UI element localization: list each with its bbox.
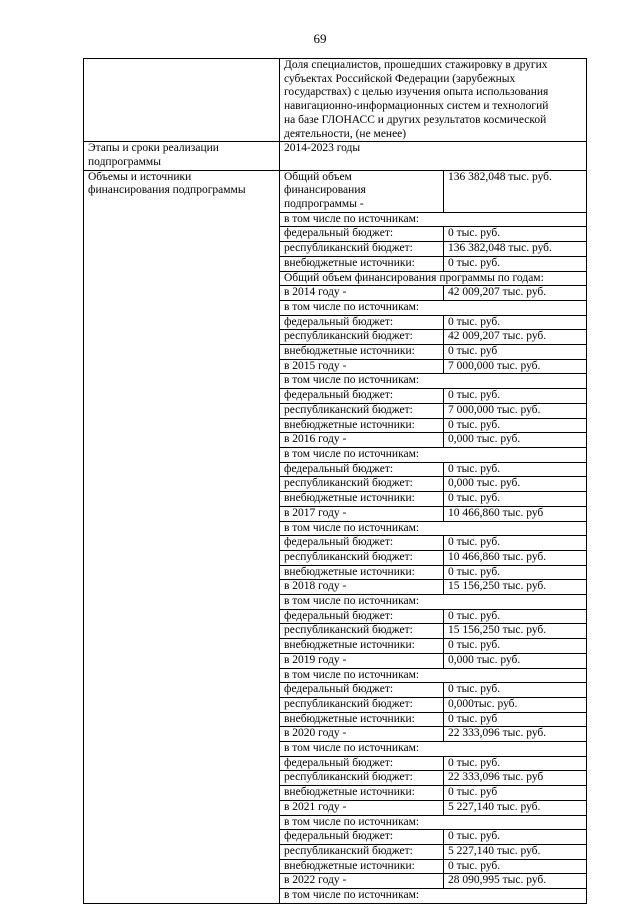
- indicator-line: деятельности, (не менее): [284, 127, 407, 140]
- source-label-cell: федеральный бюджет:: [280, 389, 444, 404]
- financing-total-value-cell: 136 382,048 тыс. руб.: [444, 170, 587, 212]
- source-value-cell: 0 тыс. руб.: [444, 418, 587, 433]
- stages-label-line: Этапы и сроки реализации: [88, 142, 219, 155]
- stages-label-line: подпрограммы: [88, 155, 161, 168]
- year-label-cell: в 2020 году -: [280, 727, 444, 742]
- year-label-cell: в 2014 году -: [280, 286, 444, 301]
- source-label-cell: федеральный бюджет:: [280, 227, 444, 242]
- year-sources-header-cell: в том числе по источникам:: [280, 815, 587, 830]
- source-label-cell: внебюджетные источники:: [280, 786, 444, 801]
- source-label-cell: внебюджетные источники:: [280, 256, 444, 271]
- source-label-cell: республиканский бюджет:: [280, 771, 444, 786]
- indicator-line: на базе ГЛОНАСС и других результатов космической: [284, 113, 547, 126]
- year-total-cell: 7 000,000 тыс. руб.: [444, 359, 587, 374]
- source-value-cell: 0 тыс. руб.: [444, 256, 587, 271]
- source-label-cell: республиканский бюджет:: [280, 330, 444, 345]
- year-label-cell: в 2019 году -: [280, 653, 444, 668]
- financing-total-label-cell: [280, 170, 444, 212]
- year-sources-header-cell: в том числе по источникам:: [280, 521, 587, 536]
- source-value-cell: 15 156,250 тыс. руб.: [444, 624, 587, 639]
- source-label-cell: федеральный бюджет:: [280, 536, 444, 551]
- source-label-cell: внебюджетные источники:: [280, 639, 444, 654]
- year-label-cell: в 2017 году -: [280, 506, 444, 521]
- sources-header-cell: в том числе по источникам:: [280, 212, 587, 227]
- financing-label-line: Объемы и источники: [88, 170, 192, 183]
- year-label-cell: в 2018 году -: [280, 580, 444, 595]
- source-value-cell: 0 тыс. руб.: [444, 315, 587, 330]
- year-total-cell: 28 090,995 тыс. руб.: [444, 874, 587, 889]
- year-sources-header-cell: в том числе по источникам:: [280, 374, 587, 389]
- source-value-cell: 0 тыс. руб.: [444, 227, 587, 242]
- source-value-cell: 0 тыс. руб.: [444, 462, 587, 477]
- source-label-cell: республиканский бюджет:: [280, 242, 444, 257]
- year-sources-header-cell: в том числе по источникам:: [280, 595, 587, 610]
- source-label-cell: внебюджетные источники:: [280, 345, 444, 360]
- indicator-line: субъектах Российской Федерации (зарубежных: [284, 72, 516, 85]
- source-value-cell: 0 тыс. руб.: [444, 389, 587, 404]
- source-value-cell: 0 тыс. руб.: [444, 492, 587, 507]
- year-total-cell: 0,000 тыс. руб.: [444, 433, 587, 448]
- source-value-cell: 0 тыс. руб: [444, 712, 587, 727]
- source-label-cell: республиканский бюджет:: [280, 844, 444, 859]
- source-label-cell: внебюджетные источники:: [280, 492, 444, 507]
- source-label-cell: внебюджетные источники:: [280, 565, 444, 580]
- source-value-cell: 0 тыс. руб.: [444, 639, 587, 654]
- source-value-cell: 136 382,048 тыс. руб.: [444, 242, 587, 257]
- page-number: 69: [313, 31, 327, 46]
- year-sources-header-cell: в том числе по источникам:: [280, 889, 587, 904]
- indicator-line: Доля специалистов, прошедших стажировку в других: [284, 59, 548, 71]
- source-label-cell: внебюджетные источники:: [280, 859, 444, 874]
- source-value-cell: 42 009,207 тыс. руб.: [444, 330, 587, 345]
- program-table-body: [84, 59, 587, 904]
- year-label-cell: в 2016 году -: [280, 433, 444, 448]
- source-value-cell: 10 466,860 тыс. руб.: [444, 550, 587, 565]
- year-total-cell: 5 227,140 тыс. руб.: [444, 800, 587, 815]
- source-value-cell: 0 тыс. руб.: [444, 859, 587, 874]
- year-total-cell: 0,000 тыс. руб.: [444, 653, 587, 668]
- source-value-cell: 0 тыс. руб.: [444, 756, 587, 771]
- source-value-cell: 0,000 тыс. руб.: [444, 477, 587, 492]
- indicator-line: навигационно-информационных систем и технологий: [284, 100, 549, 113]
- stages-row: [84, 142, 587, 170]
- source-value-cell: 0,000тыс. руб.: [444, 697, 587, 712]
- indicator-row: [84, 59, 587, 142]
- year-total-cell: 10 466,860 тыс. руб: [444, 506, 587, 521]
- year-label-cell: в 2021 году -: [280, 800, 444, 815]
- source-value-cell: 5 227,140 тыс. руб.: [444, 844, 587, 859]
- source-label-cell: республиканский бюджет:: [280, 624, 444, 639]
- stages-value-cell: 2014-2023 годы: [280, 142, 587, 170]
- source-label-cell: федеральный бюджет:: [280, 683, 444, 698]
- source-value-cell: 0 тыс. руб.: [444, 830, 587, 845]
- source-label-cell: республиканский бюджет:: [280, 403, 444, 418]
- year-sources-header-cell: в том числе по источникам:: [280, 300, 587, 315]
- financing-total-label-line: подпрограммы -: [284, 198, 364, 211]
- source-label-cell: федеральный бюджет:: [280, 756, 444, 771]
- year-total-cell: 22 333,096 тыс. руб.: [444, 727, 587, 742]
- source-value-cell: 0 тыс. руб.: [444, 536, 587, 551]
- source-value-cell: 0 тыс. руб.: [444, 565, 587, 580]
- year-sources-header-cell: в том числе по источникам:: [280, 668, 587, 683]
- source-value-cell: 22 333,096 тыс. руб: [444, 771, 587, 786]
- year-total-cell: 42 009,207 тыс. руб.: [444, 286, 587, 301]
- stages-label-cell: [84, 142, 280, 170]
- source-label-cell: внебюджетные источники:: [280, 712, 444, 727]
- source-label-cell: республиканский бюджет:: [280, 477, 444, 492]
- financing-total-label-line: финансирования: [284, 184, 366, 197]
- indicator-left-cell: [84, 59, 280, 142]
- year-total-cell: 15 156,250 тыс. руб.: [444, 580, 587, 595]
- year-label-cell: в 2015 году -: [280, 359, 444, 374]
- source-label-cell: федеральный бюджет:: [280, 609, 444, 624]
- financing-total-row: [84, 170, 587, 212]
- source-label-cell: федеральный бюджет:: [280, 315, 444, 330]
- source-label-cell: федеральный бюджет:: [280, 462, 444, 477]
- source-label-cell: федеральный бюджет:: [280, 830, 444, 845]
- indicator-line: государствах) с целью изучения опыта использования: [284, 86, 549, 99]
- indicator-text-cell: [280, 59, 587, 142]
- source-value-cell: 7 000,000 тыс. руб.: [444, 403, 587, 418]
- year-sources-header-cell: в том числе по источникам:: [280, 742, 587, 757]
- source-label-cell: республиканский бюджет:: [280, 550, 444, 565]
- source-value-cell: 0 тыс. руб.: [444, 609, 587, 624]
- source-label-cell: внебюджетные источники:: [280, 418, 444, 433]
- year-sources-header-cell: в том числе по источникам:: [280, 447, 587, 462]
- source-value-cell: 0 тыс. руб: [444, 786, 587, 801]
- source-value-cell: 0 тыс. руб: [444, 345, 587, 360]
- financing-label-cell: [84, 170, 280, 903]
- financing-label-line: финансирования подпрограммы: [88, 184, 246, 197]
- financing-total-label-line: Общий объем: [284, 170, 352, 183]
- source-label-cell: республиканский бюджет:: [280, 697, 444, 712]
- program-table: [83, 58, 587, 904]
- source-value-cell: 0 тыс. руб.: [444, 683, 587, 698]
- by-years-header-cell: Общий объем финансирования программы по годам:: [280, 271, 587, 286]
- year-label-cell: в 2022 году -: [280, 874, 444, 889]
